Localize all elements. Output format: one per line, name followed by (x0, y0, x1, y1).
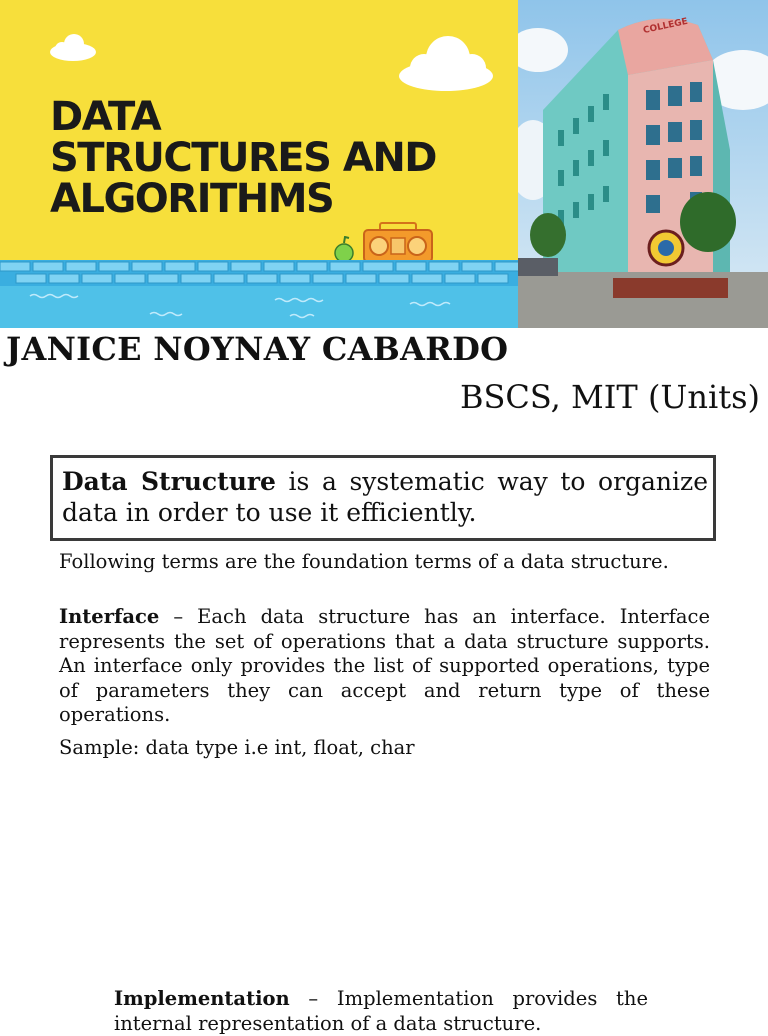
definition-term: Data Structure (62, 467, 276, 496)
interface-body: – Each data structure has an interface. Interface represents the set of operations that a data structure supports. An interface only provides the list of supported operations, type of parameters they can accept and return type of these operations. (59, 605, 710, 726)
cloud-icon (396, 30, 496, 92)
banner-graphic (0, 0, 518, 328)
implementation-paragraph (114, 987, 648, 1036)
water-area (0, 260, 518, 328)
implementation-body: – Implementation provides the internal representation of a data structure. (114, 987, 648, 1035)
cloud-icon (48, 30, 98, 62)
intro-paragraph: Following terms are the foundation terms of a data structure. (59, 550, 669, 573)
implementation-term: Implementation (114, 987, 290, 1010)
banner-title-line: DATA (50, 94, 161, 140)
interface-term: Interface (59, 605, 160, 628)
sample-paragraph: Sample: data type i.e int, float, char (59, 736, 415, 759)
definition-body: is a systematic way to organize data in order to use it efficiently. (62, 467, 708, 527)
author-name: JANICE NOYNAY CABARDO (6, 330, 509, 368)
banner-title-line: STRUCTURES AND (50, 135, 436, 181)
interface-paragraph (59, 605, 710, 728)
author-credentials: BSCS, MIT (Units) (459, 378, 760, 416)
definition-text (62, 466, 708, 528)
college-building-photo (518, 0, 768, 328)
water-tiles (0, 260, 518, 328)
definition-box (50, 455, 716, 541)
banner-title-line: ALGORITHMS (50, 176, 334, 222)
header-banner (0, 0, 768, 328)
radio-icon (362, 222, 434, 264)
building-illustration (518, 0, 768, 328)
building-sign: COLLEGE (642, 16, 689, 37)
banner-title (50, 94, 436, 222)
